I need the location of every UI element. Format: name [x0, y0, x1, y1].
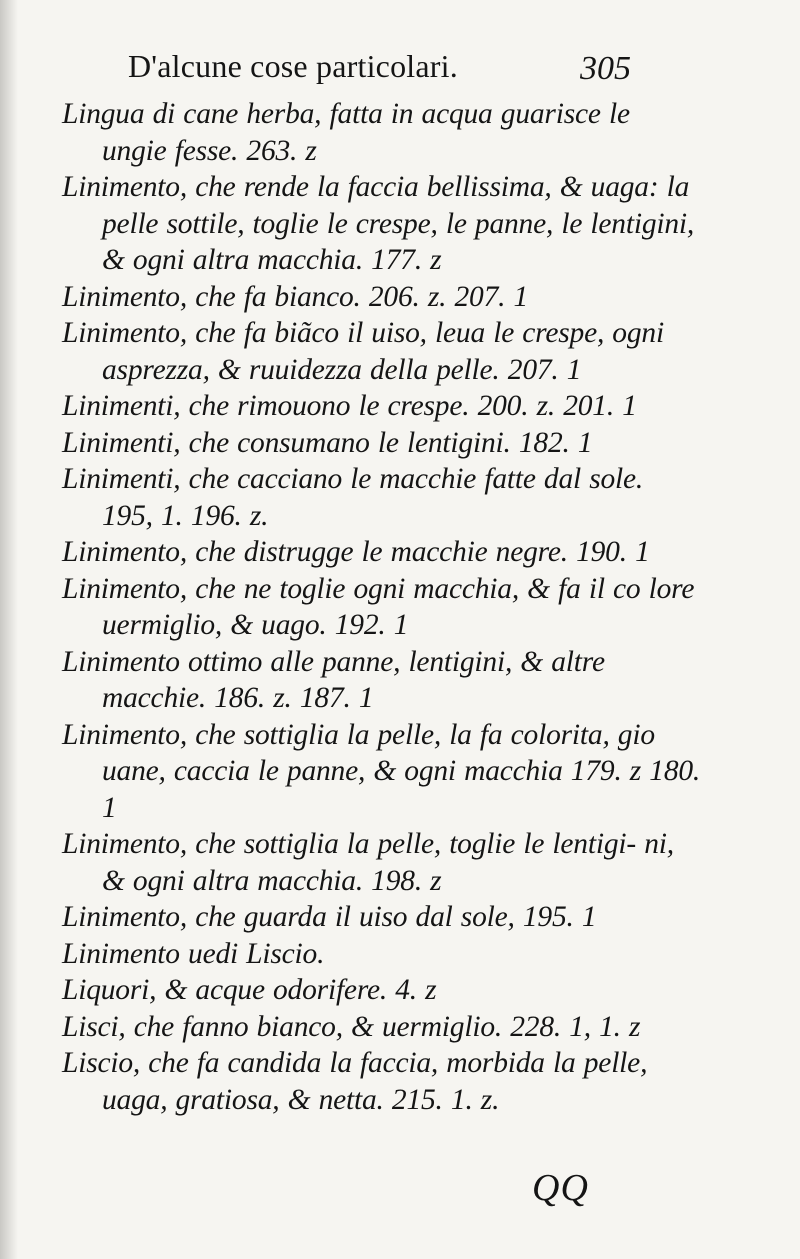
- index-entry: Linimento, che guarda il uiso dal sole, 195. 1: [62, 901, 597, 933]
- index-entries: [62, 96, 702, 1118]
- header-title: D'alcune cose particolari.: [128, 48, 458, 84]
- index-entry: Linimento, che fa biãco il uiso, leua le crespe, ogni asprezza, & ruuidezza della pelle. 207. 1: [62, 317, 664, 386]
- index-entry: Linimento, che distrugge le macchie negre. 190. 1: [62, 536, 650, 568]
- index-entry: Lingua di cane herba, fatta in acqua guarisce le ungie fesse. 263. z: [62, 98, 630, 167]
- index-entry: Linimenti, che rimouono le crespe. 200. z. 201. 1: [62, 390, 637, 422]
- index-entry: Liscio, che fa candida la faccia, morbida la pelle, uaga, gratiosa, & netta. 215. 1. z.: [62, 1047, 648, 1116]
- index-entry: Linimento, che fa bianco. 206. z. 207. 1: [62, 280, 529, 313]
- index-entry: Lisci, che fanno bianco, & uermiglio. 228. 1, 1. z: [62, 1010, 641, 1043]
- running-header: [128, 48, 658, 92]
- index-entry: Liquori, & acque odorifere. 4. z: [62, 974, 437, 1006]
- index-entry: Linimenti, che cacciano le macchie fatte dal sole. 195, 1. 196. z.: [62, 463, 644, 532]
- index-entry: Linimento ottimo alle panne, lentigini, & altre macchie. 186. z. 187. 1: [62, 645, 605, 714]
- index-entry: Linimento uedi Liscio.: [62, 937, 325, 970]
- index-entry: Linimento, che sottiglia la pelle, la fa colorita, gio uane, caccia le panne, & ogni macchia 179. z 180. 1: [62, 718, 701, 824]
- index-entry: Linimenti, che consumano le lentigini. 182. 1: [62, 426, 593, 459]
- page-number: 305: [580, 50, 631, 87]
- page-edge-shadow: [0, 0, 18, 1259]
- index-entry: Linimento, che sottiglia la pelle, toglie le lentigi- ni, & ogni altra macchia. 198. z: [62, 828, 674, 897]
- gathering-signature: QQ: [532, 1167, 589, 1209]
- index-entry: Linimento, che ne toglie ogni macchia, & fa il co lore uermiglio, & uago. 192. 1: [62, 572, 695, 641]
- index-entry: Linimento, che rende la faccia bellissima, & uaga: la pelle sottile, toglie le crespe, le panne, le lentigini, & ogni altra macchia. 177. z: [62, 171, 695, 276]
